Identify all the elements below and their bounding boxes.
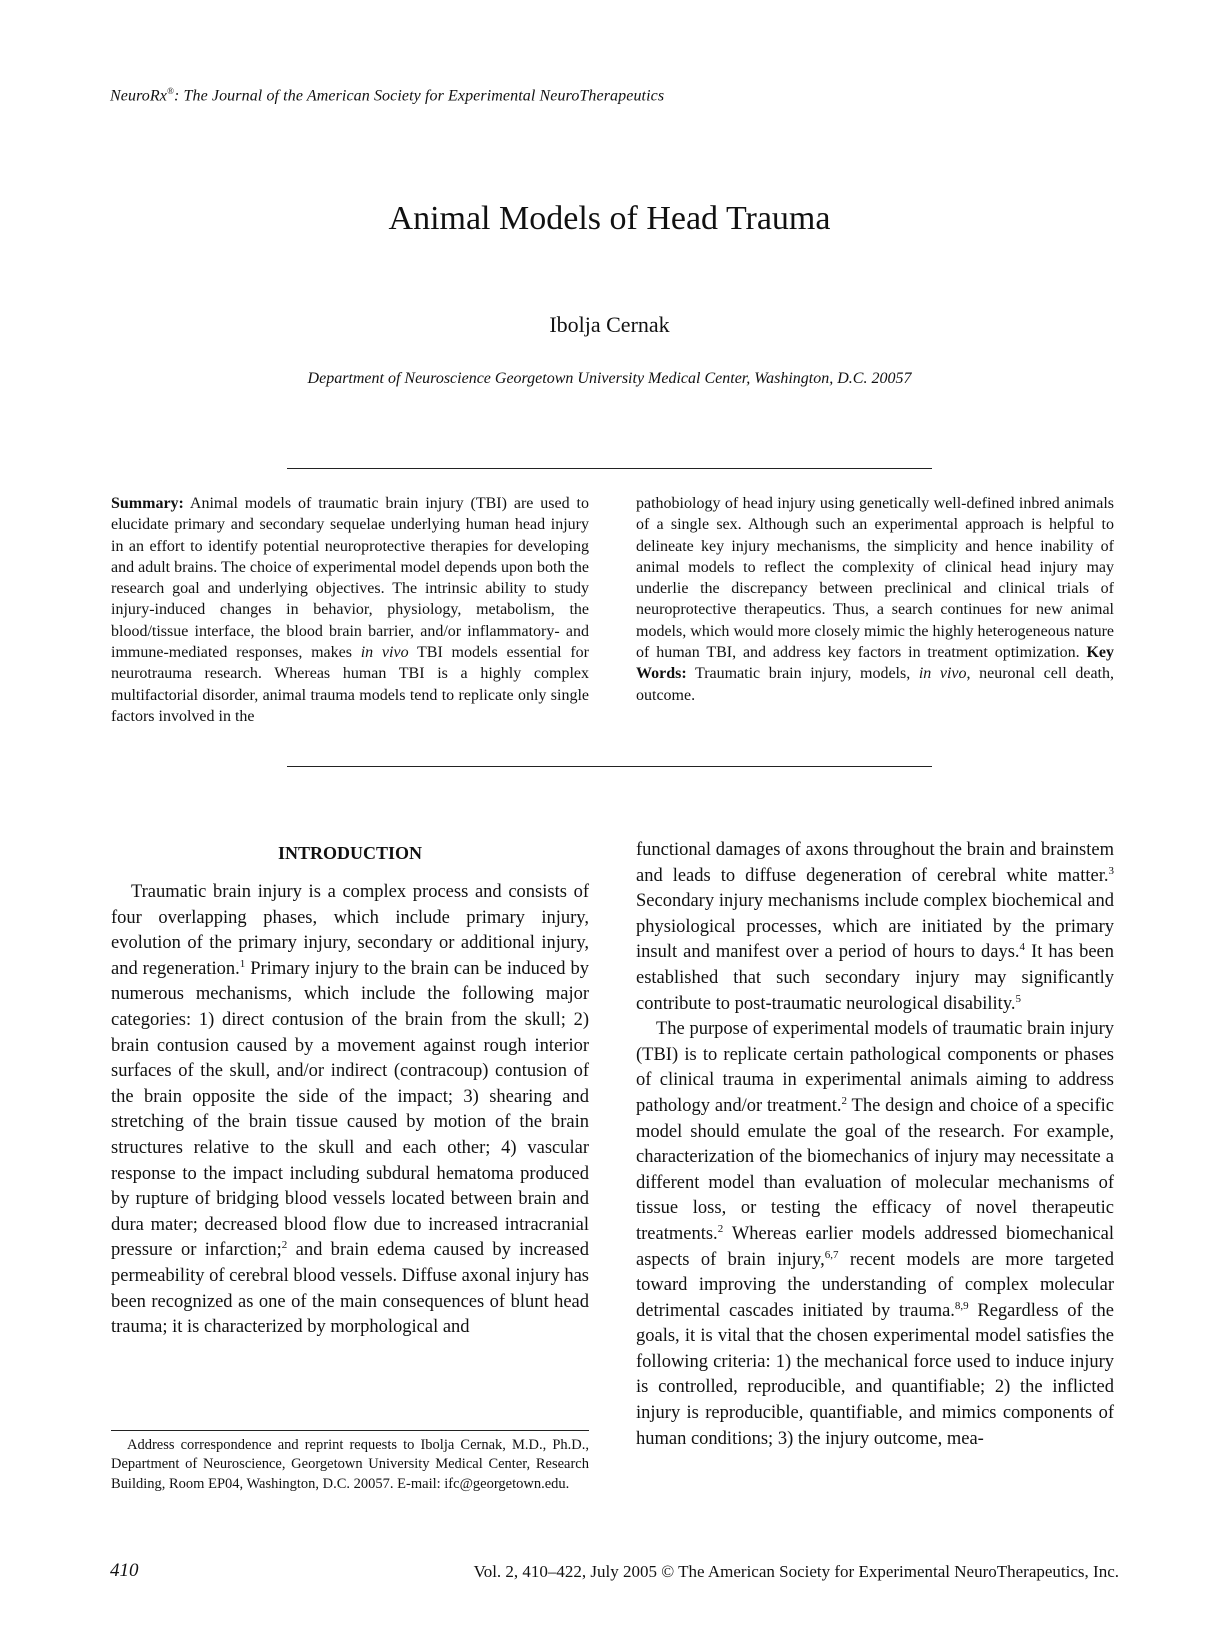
abstract-bottom-rule [287, 766, 932, 767]
keywords-text-1: Traumatic brain injury, models, [686, 665, 919, 683]
abstract-text-3: pathobiology of head injury using genetically well-defined inbred animals of a single sex. Although such an experimental approach is helpful to delineate key injury mechanisms, the simplicity and hence inability of animal models to reflect the complexity of clinical head injury may underlie the discrepancy between preclinical and clinical trials of neuroprotective therapeutics. Thus, a search continues for new animal models, which would more closely mimic the highly heterogeneous nature of human TBI, and address key factors in treatment optimization. [636, 495, 1114, 662]
abstract-text-1: Animal models of traumatic brain injury (TBI) are used to elucidate primary and secondary sequelae underlying human head injury in an effort to identify potential neuroprotective therapies for developing and adult brains. The choice of experimental model depends upon both the research goal and underlying objectives. The intrinsic ability to study injury-induced changes in behavior, physiology, metabolism, the blood/tissue interface, the blood brain barrier, and/or inflammatory- and immune-mediated responses, makes [111, 495, 589, 662]
registered-mark: ® [166, 86, 174, 96]
correspondence-footnote [111, 1436, 589, 1494]
citation-ref: 1 [239, 957, 246, 970]
citation-ref: 5 [1015, 992, 1021, 1005]
body-text: functional damages of axons throughout the brain and brainstem and leads to diffuse degeneration of cerebral white matter. [636, 840, 1114, 886]
body-text: Secondary injury mechanisms include complex biochemical and physiological processes, which are initiated by the primary insult and manifest over a period of hours to days. [636, 891, 1114, 963]
abstract-column-left [111, 493, 589, 727]
body-text: Regardless of the goals, it is vital that the chosen experimental model satisfies the following criteria: 1) the mechanical force used to induce injury is controlled, reproducible, and quantifiable; 2) the inflicted injury is reproducible, quantifiable, and mimics components of human conditions; 3) the injury outcome, mea- [636, 1300, 1114, 1449]
body-text: Primary injury to the brain can be induced by numerous mechanisms, which include the following major categories: 1) direct contusion of the brain from the skull; 2) brain contusion caused by a movement against rough interior surfaces of the skull, and/or indirect (contracoup) contusion of the brain opposite the side of the impact; 3) shearing and stretching of the brain tissue caused by motion of the brain structures relative to the skull and each other; 4) vascular response to the impact including subdural hematoma produced by rupture of bridging blood vessels located between brain and dura mater; decreased blood flow due to increased intracranial pressure or infarction; [111, 958, 589, 1261]
body-text: Whereas earlier models addressed biomechanical aspects of brain injury, [636, 1223, 1114, 1270]
body-text: The design and choice of a specific model should emulate the goal of the research. For example, characterization of the biomechanics of injury may necessitate a different model than evaluation of molecular mechanisms of tissue loss, or testing the efficacy of novel therapeutic treatments. [636, 1095, 1115, 1244]
body-column-right [636, 838, 1114, 1452]
citation-footer: Vol. 2, 410–422, July 2005 © The American Society for Experimental NeuroTherapeutics, Inc. [473, 1562, 1119, 1581]
intro-paragraph-2 [636, 1017, 1114, 1452]
abstract-italic-1: in vivo [360, 644, 409, 662]
footnote-rule [111, 1430, 589, 1431]
citation-ref: 4 [1019, 941, 1026, 954]
summary-label: Summary: [111, 495, 184, 512]
journal-name-rest: : The Journal of the American Society for Experimental NeuroTherapeutics [173, 87, 665, 105]
journal-header [110, 86, 664, 105]
body-text: Traumatic brain injury is a complex process and consists of four overlapping phases, which include primary injury, evolution of the primary injury, secondary or additional injury, and regeneration. [111, 882, 589, 979]
body-text: recent models are more targeted toward improving the understanding of complex molecular detrimental cascades initiated by trauma. [636, 1249, 1114, 1321]
intro-paragraph-1 [111, 880, 589, 1341]
body-column-left [111, 880, 589, 1341]
abstract-column-right [636, 493, 1114, 706]
article-title: Animal Models of Head Trauma [388, 200, 831, 237]
citation-ref: 3 [1108, 864, 1114, 877]
footnote-text: Address correspondence and reprint requests to Ibolja Cernak, M.D., Ph.D., Department of Neuroscience, Georgetown University Medical Center, Research Building, Room EP04, Washington, D.C. 20057. E-mail: ifc@georgetown.edu. [111, 1437, 589, 1492]
journal-name: NeuroRx [110, 87, 167, 105]
intro-paragraph-1-cont [636, 838, 1114, 1017]
page-number: 410 [110, 1560, 139, 1581]
citation-ref: 2 [717, 1222, 724, 1235]
author-affiliation: Department of Neuroscience Georgetown University Medical Center, Washington, D.C. 20057 [307, 370, 912, 387]
body-text: and brain edema caused by increased permeability of cerebral blood vessels. Diffuse axonal injury has been recognized as one of the main consequences of blunt head trauma; it is characterized by morphological and [111, 1240, 589, 1338]
introduction-heading: INTRODUCTION [277, 843, 423, 863]
abstract-top-rule [287, 468, 932, 469]
citation-ref: 2 [281, 1239, 288, 1252]
keywords-text-2: , neuronal cell death, outcome. [636, 665, 1114, 704]
citation-ref: 6,7 [824, 1248, 839, 1261]
body-text: It has been established that such secondary injury may significantly contribute to post-traumatic neurological disability. [636, 942, 1115, 1014]
citation-ref: 8,9 [954, 1299, 969, 1312]
body-text: The purpose of experimental models of traumatic brain injury (TBI) is to replicate certain pathological components or phases of clinical trauma in experimental animals aiming to address pathology and/or treatment. [636, 1019, 1114, 1116]
citation-ref: 2 [841, 1094, 847, 1107]
keywords-italic: in vivo [918, 665, 967, 683]
abstract-text-2: TBI models essential for neurotrauma research. Whereas human TBI is a highly complex multifactorial disorder, animal trauma models tend to replicate only single factors involved in the [111, 644, 590, 725]
keywords-label: Key Words: [636, 644, 1114, 683]
author-name: Ibolja Cernak [549, 312, 670, 337]
